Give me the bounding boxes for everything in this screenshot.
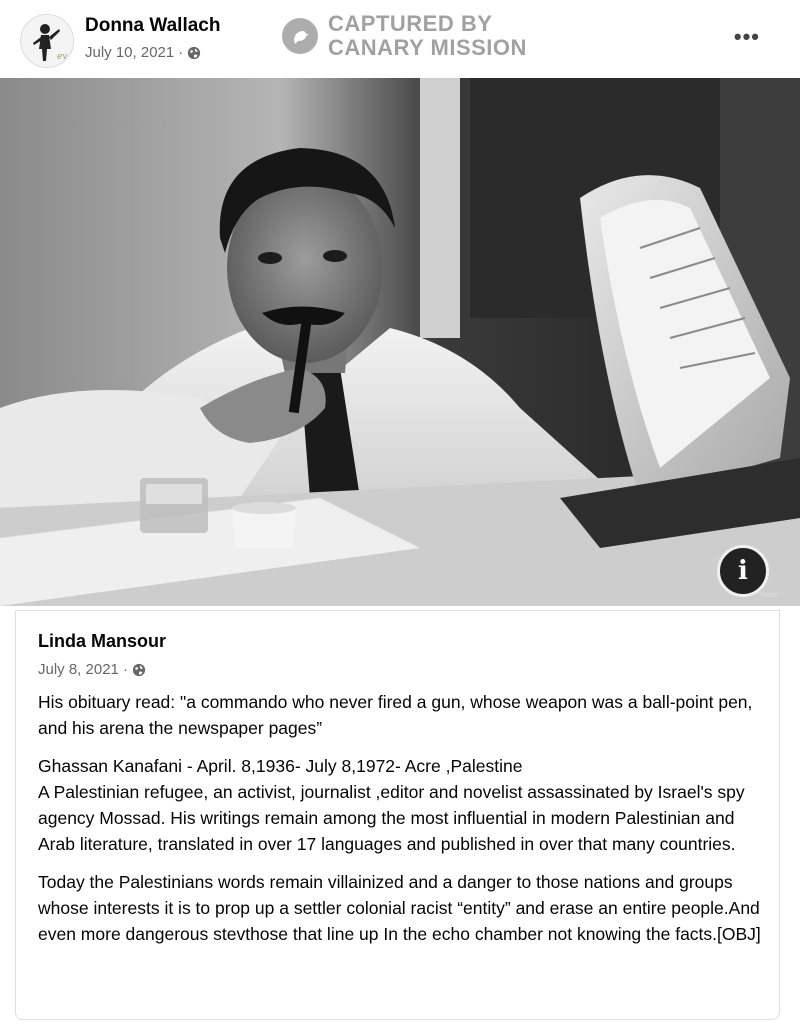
watermark-line-1: CAPTURED BY (328, 11, 493, 36)
post-header (0, 0, 800, 78)
shared-meta-separator: · (122, 661, 128, 678)
avatar[interactable] (20, 14, 74, 68)
post-author-name[interactable]: Donna Wallach (85, 15, 221, 36)
shared-post-date[interactable]: July 8, 2021 (38, 661, 119, 678)
info-icon[interactable]: i (717, 545, 769, 597)
shared-post-card[interactable] (15, 610, 780, 1020)
paragraph-biography: A Palestinian refugee, an activist, journalist ,editor and novelist assassinated by Israel's spy agency Mossad. His writings remain among the most influential in modern Palestinian and Arab literature, translated in over 17 languages and published in over that many countries. (38, 782, 745, 854)
meta-separator: · (178, 44, 184, 61)
post-photo[interactable] (0, 78, 800, 606)
paragraph-obituary: His obituary read: "a commando who never fired a gun, whose weapon was a ball-point pen, and his arena the newspaper pages” (38, 692, 753, 738)
shared-post-meta (38, 661, 146, 678)
canary-mission-watermark (282, 12, 527, 60)
svg-text:ev: ev (57, 52, 68, 62)
shared-post-text (38, 689, 768, 959)
more-options-icon[interactable]: ••• (733, 24, 760, 49)
watermark-line-2: CANARY MISSION (328, 35, 527, 60)
photo-image (0, 78, 800, 606)
globe-icon[interactable] (132, 663, 146, 677)
paragraph-dates: Ghassan Kanafani - April. 8,1936- July 8,1972- Acre ,Palestine (38, 756, 523, 776)
post-meta (85, 44, 201, 61)
globe-icon[interactable] (187, 46, 201, 60)
shared-author-name[interactable]: Linda Mansour (38, 631, 167, 651)
paragraph-commentary: Today the Palestinians words remain villainized and a danger to those nations and groups whose interests it is to prop up a settler colonial racist “entity” and erase an entire people.And even more dangerous stevthose that line up In the echo chamber not knowing the facts.[OBJ] (38, 872, 761, 944)
watermark-text (328, 12, 527, 60)
photo-credit: Twitter (758, 592, 779, 599)
avatar-figure-icon (21, 15, 74, 68)
canary-bird-icon (282, 18, 318, 54)
post-date[interactable]: July 10, 2021 (85, 44, 175, 61)
